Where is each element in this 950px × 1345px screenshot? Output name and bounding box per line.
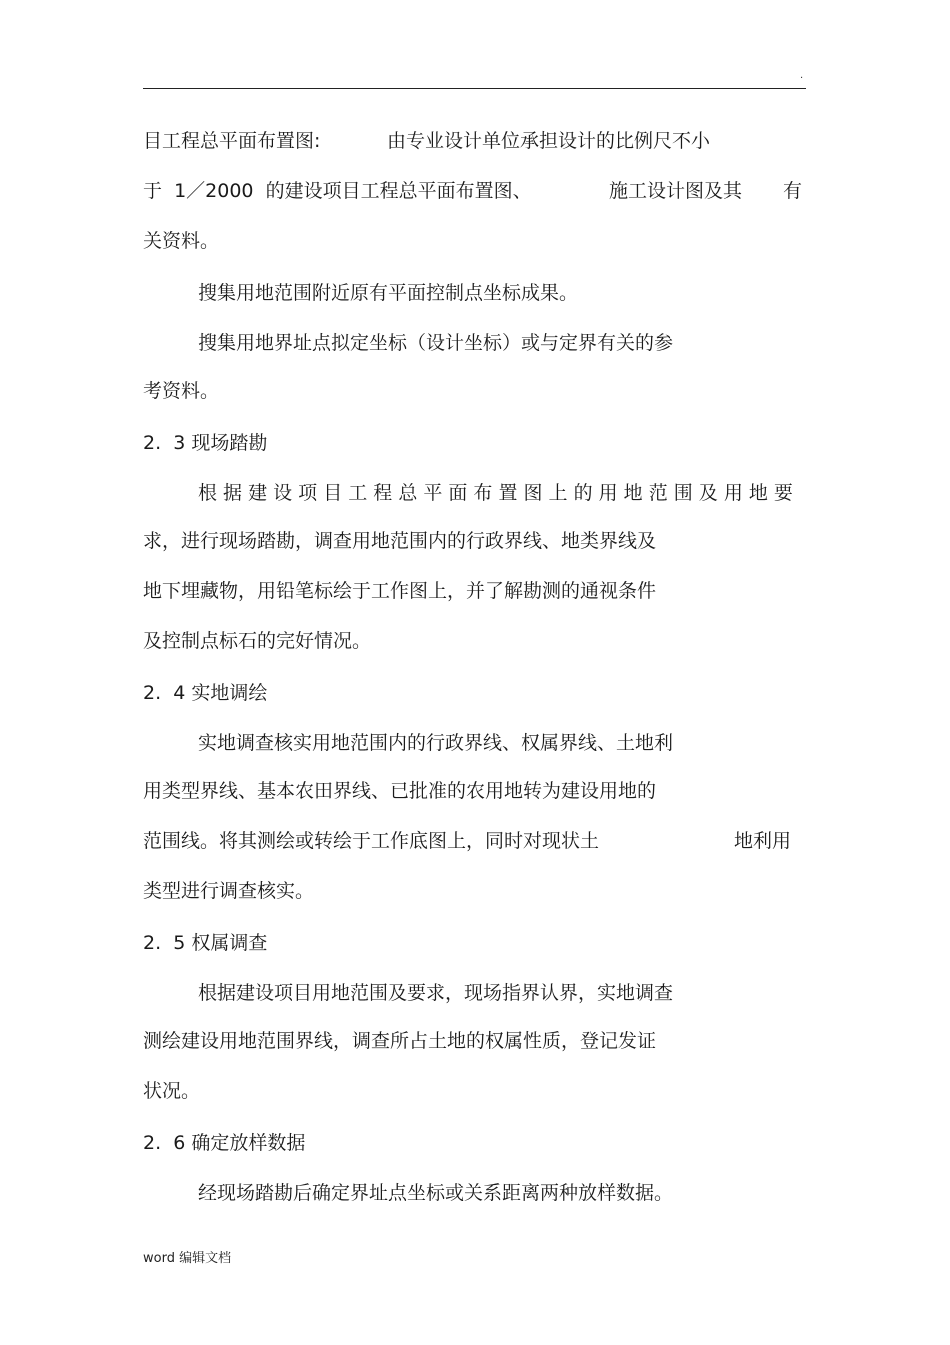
p2-line1: 搜集用地范围附近原有平面控制点坐标成果。	[198, 282, 579, 304]
s25-line2: 测绘建设用地范围界线，调查所占土地的权属性质，登记发证	[143, 1030, 657, 1052]
p1-line2b: 施工设计图及其	[609, 180, 743, 202]
section-2-3-heading: 2. 3 现场踏勘	[143, 432, 268, 454]
header-rule	[143, 88, 806, 89]
footer-text: word 编辑文档	[143, 1251, 232, 1266]
p1-line2: 于 1／2000 的建设项目工程总平面布置图、	[143, 180, 532, 202]
header-mark: .	[800, 70, 804, 81]
s23-line4: 及控制点标石的完好情况。	[143, 630, 372, 652]
p1-line3: 关资料。	[143, 230, 220, 252]
p1-line1: 目工程总平面布置图:	[143, 130, 321, 152]
section-2-6-heading: 2. 6 确定放样数据	[143, 1132, 306, 1154]
s26-line1: 经现场踏勘后确定界址点坐标或关系距离两种放样数据。	[198, 1182, 674, 1204]
s24-line1: 实地调查核实用地范围内的行政界线、权属界线、土地利	[198, 732, 674, 754]
s23-line2: 求，进行现场踏勘，调查用地范围内的行政界线、地类界线及	[143, 530, 657, 552]
s23-line1: 根 据 建 设 项 目 工 程 总 平 面 布 置 图 上 的 用 地 范 围 及 用 地 要	[198, 482, 793, 504]
s25-line3: 状况。	[143, 1080, 201, 1102]
s24-line3b: 地利用	[734, 830, 792, 852]
p1-line1b: 由专业设计单位承担设计的比例尺不小	[387, 130, 711, 152]
p1-line2c: 有	[783, 180, 803, 202]
p3-line1: 搜集用地界址点拟定坐标（设计坐标）或与定界有关的参	[198, 332, 674, 354]
s24-line4: 类型进行调查核实。	[143, 880, 315, 902]
s24-line2: 用类型界线、基本农田界线、已批准的农用地转为建设用地的	[143, 780, 657, 802]
s25-line1: 根据建设项目用地范围及要求，现场指界认界，实地调查	[198, 982, 674, 1004]
section-2-5-heading: 2. 5 权属调查	[143, 932, 268, 954]
s23-line3: 地下埋藏物，用铅笔标绘于工作图上，并了解勘测的通视条件	[143, 580, 657, 602]
p3-line2: 考资料。	[143, 380, 220, 402]
s24-line3: 范围线。将其测绘或转绘于工作底图上，同时对现状土	[143, 830, 600, 852]
section-2-4-heading: 2. 4 实地调绘	[143, 682, 268, 704]
